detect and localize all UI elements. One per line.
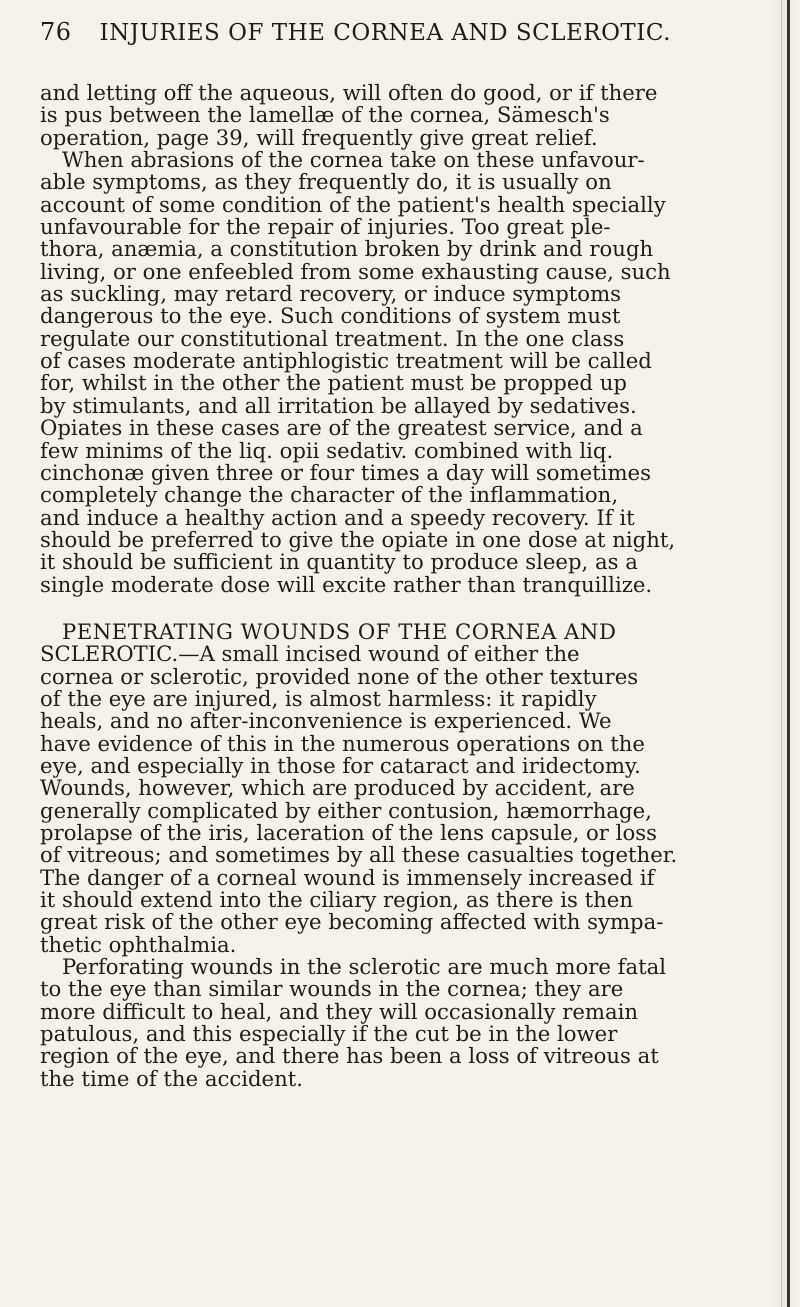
text-line: Wounds, however, which are produced by accident, are xyxy=(40,775,635,801)
text-line: The danger of a corneal wound is immensely increased if xyxy=(40,864,655,890)
text-line: patulous, and this especially if the cut be in the lower xyxy=(40,1021,618,1047)
text-line: by stimulants, and all irritation be allayed by sedatives. xyxy=(40,392,637,418)
text-line: great risk of the other eye becoming affected with sympa- xyxy=(40,909,664,935)
text-line: it should be sufficient in quantity to produce sleep, as a xyxy=(40,549,638,575)
section-title: PENETRATING WOUNDS OF THE CORNEA AND xyxy=(62,618,617,644)
text-line: more difficult to heal, and they will occasionally remain xyxy=(40,998,639,1024)
paragraph-2 xyxy=(40,149,755,596)
running-head: INJURIES OF THE CORNEA AND SCLEROTIC. xyxy=(99,20,671,46)
text-line: SCLEROTIC.—A small incised wound of either the xyxy=(40,641,580,667)
text-line: of the eye are injured, is almost harmless: it rapidly xyxy=(40,685,597,711)
text-line: thora, anæmia, a constitution broken by drink and rough xyxy=(40,236,654,262)
text-line: single moderate dose will excite rather than tranquillize. xyxy=(40,571,653,597)
text-line: have evidence of this in the numerous operations on the xyxy=(40,730,645,756)
text-line: to the eye than similar wounds in the cornea; they are xyxy=(40,976,624,1002)
text-line: of vitreous; and sometimes by all these casualties together. xyxy=(40,842,678,868)
text-line: region of the eye, and there has been a loss of vitreous at xyxy=(40,1043,659,1069)
text-line: Opiates in these cases are of the greatest service, and a xyxy=(40,415,643,441)
page-edge-shadow xyxy=(787,0,790,1307)
text-line: cinchonæ given three or four times a day will sometimes xyxy=(40,459,651,485)
paragraph-1 xyxy=(40,82,755,149)
page-number: 76 xyxy=(40,18,72,46)
text-line: Perforating wounds in the sclerotic are much more fatal xyxy=(62,954,666,980)
section-penetrating-wounds xyxy=(40,618,755,957)
paragraph-4 xyxy=(40,956,755,1090)
text-line: unfavourable for the repair of injuries. Too great ple- xyxy=(40,214,611,240)
text-line: account of some condition of the patient's health specially xyxy=(40,191,666,217)
text-line: should be preferred to give the opiate in one dose at night, xyxy=(40,526,676,552)
text-line: generally complicated by either contusion, hæmorrhage, xyxy=(40,797,652,823)
text-line: able symptoms, as they frequently do, it is usually on xyxy=(40,169,612,195)
text-line: cornea or sclerotic, provided none of the other textures xyxy=(40,663,639,689)
text-line: eye, and especially in those for cataract and iridectomy. xyxy=(40,752,641,778)
body-text xyxy=(40,82,755,1090)
text-line: When abrasions of the cornea take on these unfavour- xyxy=(62,147,645,173)
text-line: is pus between the lamellæ of the cornea, Sämesch's xyxy=(40,102,610,128)
text-line: the time of the accident. xyxy=(40,1065,303,1091)
text-line: as suckling, may retard recovery, or induce symptoms xyxy=(40,281,622,307)
text-line: operation, page 39, will frequently give great relief. xyxy=(40,124,598,150)
page-header xyxy=(40,20,740,56)
text-line: prolapse of the iris, laceration of the lens capsule, or loss xyxy=(40,820,657,845)
page-edge-line xyxy=(781,0,782,1307)
section-gap xyxy=(40,596,755,621)
text-line: few minims of the liq. opii sedativ. combined with liq. xyxy=(40,437,614,463)
text-line: dangerous to the eye. Such conditions of system must xyxy=(40,303,621,329)
text-line: and induce a healthy action and a speedy recovery. If it xyxy=(40,504,635,530)
text-line: it should extend into the ciliary region, as there is then xyxy=(40,887,633,913)
text-line: living, or one enfeebled from some exhausting cause, such xyxy=(40,258,671,284)
text-line: and letting off the aqueous, will often do good, or if there xyxy=(40,80,658,105)
text-line: for, whilst in the other the patient must be propped up xyxy=(40,370,627,396)
text-line: heals, and no after-inconvenience is experienced. We xyxy=(40,708,612,734)
text-line: regulate our constitutional treatment. In the one class xyxy=(40,325,625,351)
text-line: thetic ophthalmia. xyxy=(40,931,237,957)
text-line: of cases moderate antiphlogistic treatment will be called xyxy=(40,348,652,374)
text-line: completely change the character of the inflammation, xyxy=(40,482,619,508)
